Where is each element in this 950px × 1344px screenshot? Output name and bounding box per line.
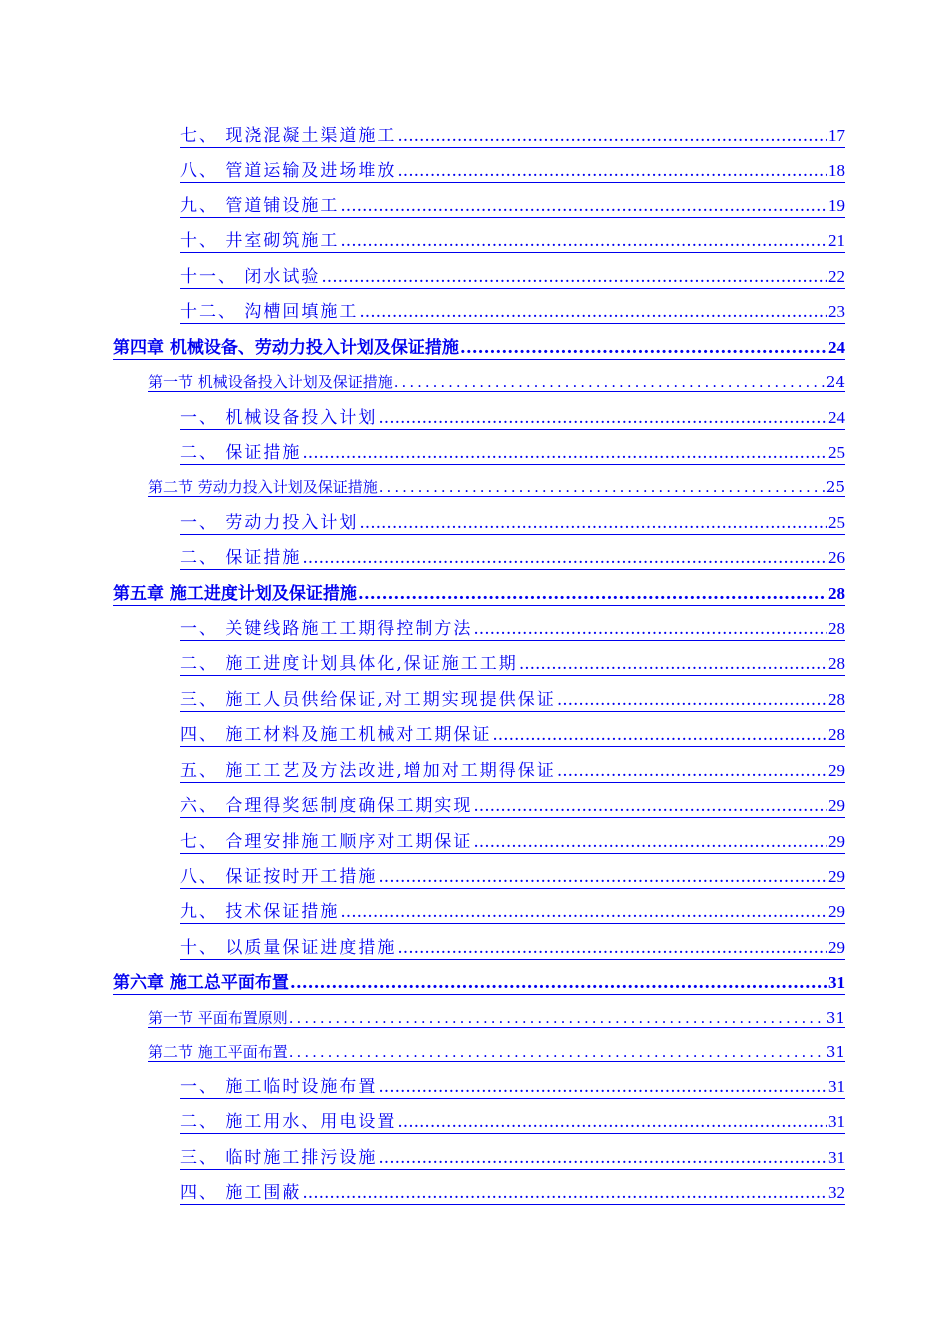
toc-leader <box>378 1149 827 1169</box>
toc-entry-sub[interactable] <box>180 231 845 253</box>
toc-entry-title: 第二节 劳动力投入计划及保证措施 <box>148 478 378 496</box>
toc-leader <box>302 549 827 569</box>
toc-entry-title: 十二、 沟槽回填施工 <box>180 302 359 322</box>
toc-leader <box>378 409 827 429</box>
toc-entry-title: 一、 机械设备投入计划 <box>180 408 378 428</box>
toc-leader <box>290 974 827 994</box>
toc-page-number: 28 <box>828 584 845 603</box>
toc-leader <box>519 655 827 675</box>
toc-page-number: 31 <box>828 973 845 992</box>
toc-leader <box>557 762 827 782</box>
toc-entry-title: 二、 施工用水、用电设置 <box>180 1112 397 1132</box>
toc-page-number: 17 <box>828 126 845 145</box>
toc-entry-chapter[interactable] <box>113 584 845 606</box>
toc-page-number: 21 <box>828 231 845 250</box>
toc-leader <box>289 1010 825 1027</box>
toc-entry-title: 八、 保证按时开工措施 <box>180 867 378 887</box>
toc-leader <box>397 939 827 959</box>
toc-leader <box>492 726 827 746</box>
toc-page-number: 29 <box>828 938 845 957</box>
toc-entry-section[interactable] <box>148 1010 845 1028</box>
toc-entry-sub[interactable] <box>180 867 845 889</box>
toc-entry-title: 二、 施工进度计划具体化,保证施工工期 <box>180 654 518 674</box>
toc-entry-title: 第四章 机械设备、劳动力投入计划及保证措施 <box>113 338 459 358</box>
toc-page-number: 28 <box>828 725 845 744</box>
toc-leader <box>359 303 827 323</box>
toc-page-number: 29 <box>828 761 845 780</box>
toc-entry-sub[interactable] <box>180 1183 845 1205</box>
toc-entry-sub[interactable] <box>180 690 845 712</box>
toc-entry-title: 第二节 施工平面布置 <box>148 1043 288 1061</box>
toc-entry-title: 三、 临时施工排污设施 <box>180 1148 378 1168</box>
toc-entry-section[interactable] <box>148 374 845 392</box>
toc-leader <box>359 514 827 534</box>
toc-leader <box>302 1184 827 1204</box>
toc-entry-title: 六、 合理得奖惩制度确保工期实现 <box>180 796 473 816</box>
toc-leader <box>397 162 827 182</box>
toc-page-number: 24 <box>828 338 845 357</box>
toc-page-number: 31 <box>828 1112 845 1131</box>
toc-entry-sub[interactable] <box>180 196 845 218</box>
toc-page-number: 28 <box>828 619 845 638</box>
toc-leader <box>378 868 827 888</box>
toc-page-number: 29 <box>828 867 845 886</box>
toc-entry-sub[interactable] <box>180 126 845 148</box>
toc-leader <box>397 127 827 147</box>
toc-leader <box>379 479 825 496</box>
toc-entry-sub[interactable] <box>180 619 845 641</box>
toc-entry-title: 第五章 施工进度计划及保证措施 <box>113 584 357 604</box>
toc-page-number: 24 <box>828 408 845 427</box>
toc-page-number: 25 <box>828 513 845 532</box>
toc-page-number: 26 <box>828 548 845 567</box>
toc-entry-section[interactable] <box>148 479 845 497</box>
toc-entry-title: 第六章 施工总平面布置 <box>113 973 289 993</box>
toc-page-number: 18 <box>828 161 845 180</box>
toc-entry-title: 一、 施工临时设施布置 <box>180 1077 378 1097</box>
toc-entry-title: 二、 保证措施 <box>180 548 302 568</box>
toc-leader <box>340 903 827 923</box>
toc-entry-sub[interactable] <box>180 548 845 570</box>
toc-leader <box>358 585 827 605</box>
toc-page-number: 25 <box>825 478 845 496</box>
toc-entry-title: 八、 管道运输及进场堆放 <box>180 161 397 181</box>
toc-entry-title: 十一、 闭水试验 <box>180 267 321 287</box>
toc-entry-title: 十、 以质量保证进度措施 <box>180 938 397 958</box>
toc-entry-title: 九、 技术保证措施 <box>180 902 340 922</box>
toc-leader <box>394 374 825 391</box>
toc-leader <box>397 1113 827 1133</box>
toc-leader <box>321 268 827 288</box>
toc-leader <box>473 797 827 817</box>
toc-entry-title: 三、 施工人员供给保证,对工期实现提供保证 <box>180 690 556 710</box>
toc-entry-sub[interactable] <box>180 161 845 183</box>
toc-entry-sub[interactable] <box>180 302 845 324</box>
toc-leader <box>378 1078 827 1098</box>
toc-entry-sub[interactable] <box>180 267 845 289</box>
toc-entry-sub[interactable] <box>180 832 845 854</box>
toc-entry-title: 二、 保证措施 <box>180 443 302 463</box>
toc-leader <box>340 232 827 252</box>
toc-entry-sub[interactable] <box>180 654 845 676</box>
toc-page-number: 19 <box>828 196 845 215</box>
toc-page-number: 25 <box>828 443 845 462</box>
toc-page-number: 32 <box>828 1183 845 1202</box>
toc-entry-sub[interactable] <box>180 761 845 783</box>
toc-entry-sub[interactable] <box>180 1148 845 1170</box>
toc-entry-title: 四、 施工材料及施工机械对工期保证 <box>180 725 492 745</box>
toc-page-number: 24 <box>825 373 845 391</box>
toc-leader <box>460 339 827 359</box>
toc-entry-sub[interactable] <box>180 443 845 465</box>
toc-entry-sub[interactable] <box>180 938 845 960</box>
toc-entry-title: 七、 合理安排施工顺序对工期保证 <box>180 832 473 852</box>
toc-entry-chapter[interactable] <box>113 973 845 995</box>
toc-leader <box>557 691 827 711</box>
toc-entry-title: 一、 关键线路施工工期得控制方法 <box>180 619 473 639</box>
toc-entry-title: 第一节 机械设备投入计划及保证措施 <box>148 373 393 391</box>
toc-page-number: 31 <box>828 1148 845 1167</box>
toc-page-number: 23 <box>828 302 845 321</box>
toc-leader <box>473 833 827 853</box>
toc-entry-title: 九、 管道铺设施工 <box>180 196 340 216</box>
toc-entry-sub[interactable] <box>180 408 845 430</box>
toc-entry-sub[interactable] <box>180 1077 845 1099</box>
toc-entry-sub[interactable] <box>180 1112 845 1134</box>
toc-page-number: 31 <box>825 1043 845 1061</box>
toc-entry-title: 十、 井室砌筑施工 <box>180 231 340 251</box>
toc-leader <box>340 197 827 217</box>
toc-entry-sub[interactable] <box>180 796 845 818</box>
toc-entry-title: 七、 现浇混凝土渠道施工 <box>180 126 397 146</box>
toc-leader <box>302 444 827 464</box>
toc-entry-section[interactable] <box>148 1044 845 1062</box>
toc-entry-sub[interactable] <box>180 513 845 535</box>
toc-page-number: 31 <box>825 1009 845 1027</box>
toc-page-number: 28 <box>828 654 845 673</box>
toc-entry-title: 第一节 平面布置原则 <box>148 1009 288 1027</box>
toc-entry-sub[interactable] <box>180 725 845 747</box>
toc-entry-title: 一、 劳动力投入计划 <box>180 513 359 533</box>
toc-leader <box>289 1044 825 1061</box>
toc-page-number: 29 <box>828 832 845 851</box>
toc-entry-chapter[interactable] <box>113 338 845 360</box>
toc-entry-title: 五、 施工工艺及方法改进,增加对工期得保证 <box>180 761 556 781</box>
toc-page-number: 22 <box>828 267 845 286</box>
toc-leader <box>473 620 827 640</box>
toc-entry-sub[interactable] <box>180 902 845 924</box>
toc-entry-title: 四、 施工围蔽 <box>180 1183 302 1203</box>
toc-page-number: 31 <box>828 1077 845 1096</box>
toc-page-number: 29 <box>828 796 845 815</box>
toc-page-number: 29 <box>828 902 845 921</box>
toc-page-number: 28 <box>828 690 845 709</box>
